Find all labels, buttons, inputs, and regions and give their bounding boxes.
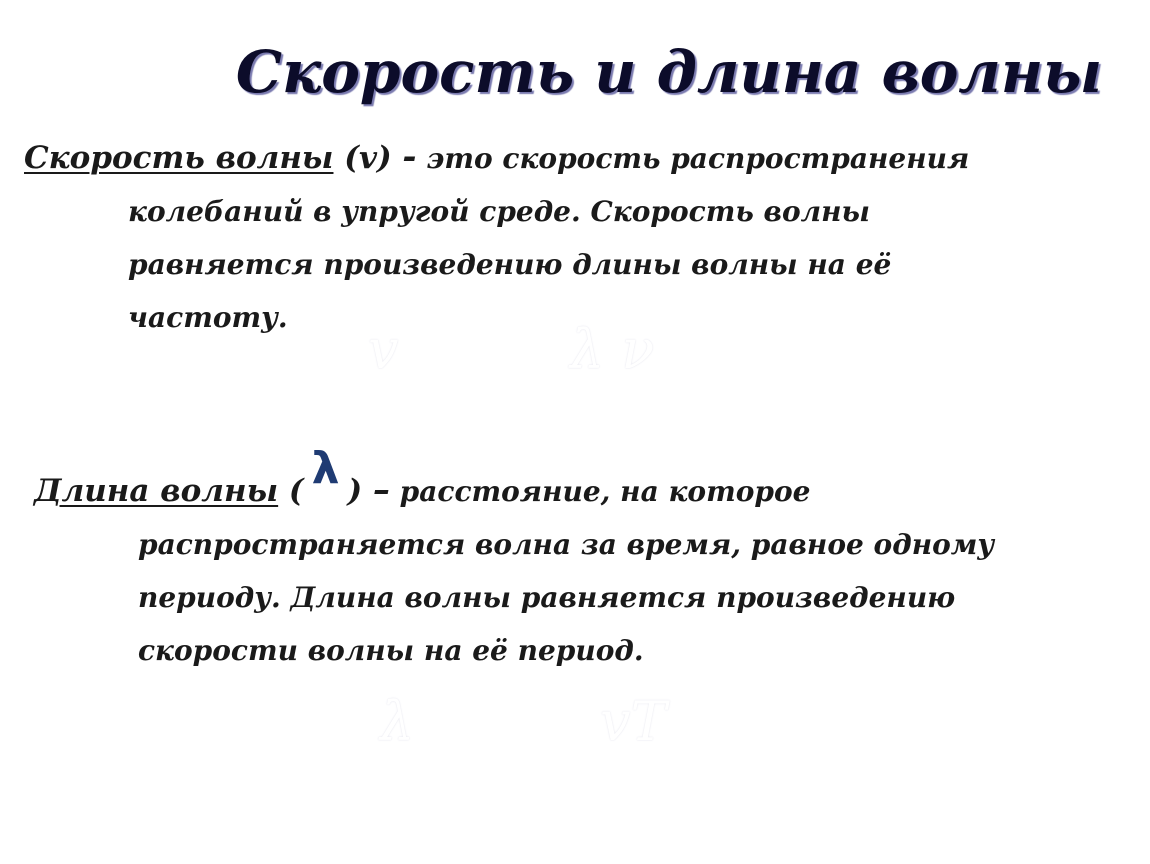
wavelength-dash: – [372,470,390,510]
wavelength-definition-line-4: скорости волны на её период. [138,634,644,667]
speed-formula-left: v [368,318,399,381]
speed-definition-line-2: колебаний в упругой среде. Скорость волны [128,195,871,228]
speed-line-1-rest: это скорость распространения [416,142,970,175]
speed-definition-line-1 [24,131,969,185]
slide-title: Скорость и длина волны [235,38,1103,106]
wavelength-definition-line-1 [34,443,994,518]
wavelength-formula-right: vT [600,690,667,753]
wavelength-formula-left: λ [380,690,415,753]
wavelength-term: Длина волны [34,473,279,509]
lambda-symbol-icon: λ [311,443,340,494]
speed-formula-right: λ ν [570,318,655,381]
wavelength-line-1-rest: расстояние, на которое [389,475,811,508]
wavelength-definition-line-3: периоду. Длина волны равняется произведению [138,581,956,614]
speed-term: Скорость волны [24,140,334,176]
speed-definition [24,131,969,344]
wavelength-definition [34,443,995,677]
speed-definition-line-4: частоту. [128,301,288,334]
speed-definition-line-3: равняется произведению длины волны на её [128,248,892,281]
wavelength-definition-line-2: распространяется волна за время, равное одному [138,528,995,561]
speed-symbol: (v) [333,140,403,176]
wavelength-close-paren: ) [347,473,373,509]
speed-dash: - [402,137,417,177]
wavelength-open-paren: ( [278,473,304,509]
